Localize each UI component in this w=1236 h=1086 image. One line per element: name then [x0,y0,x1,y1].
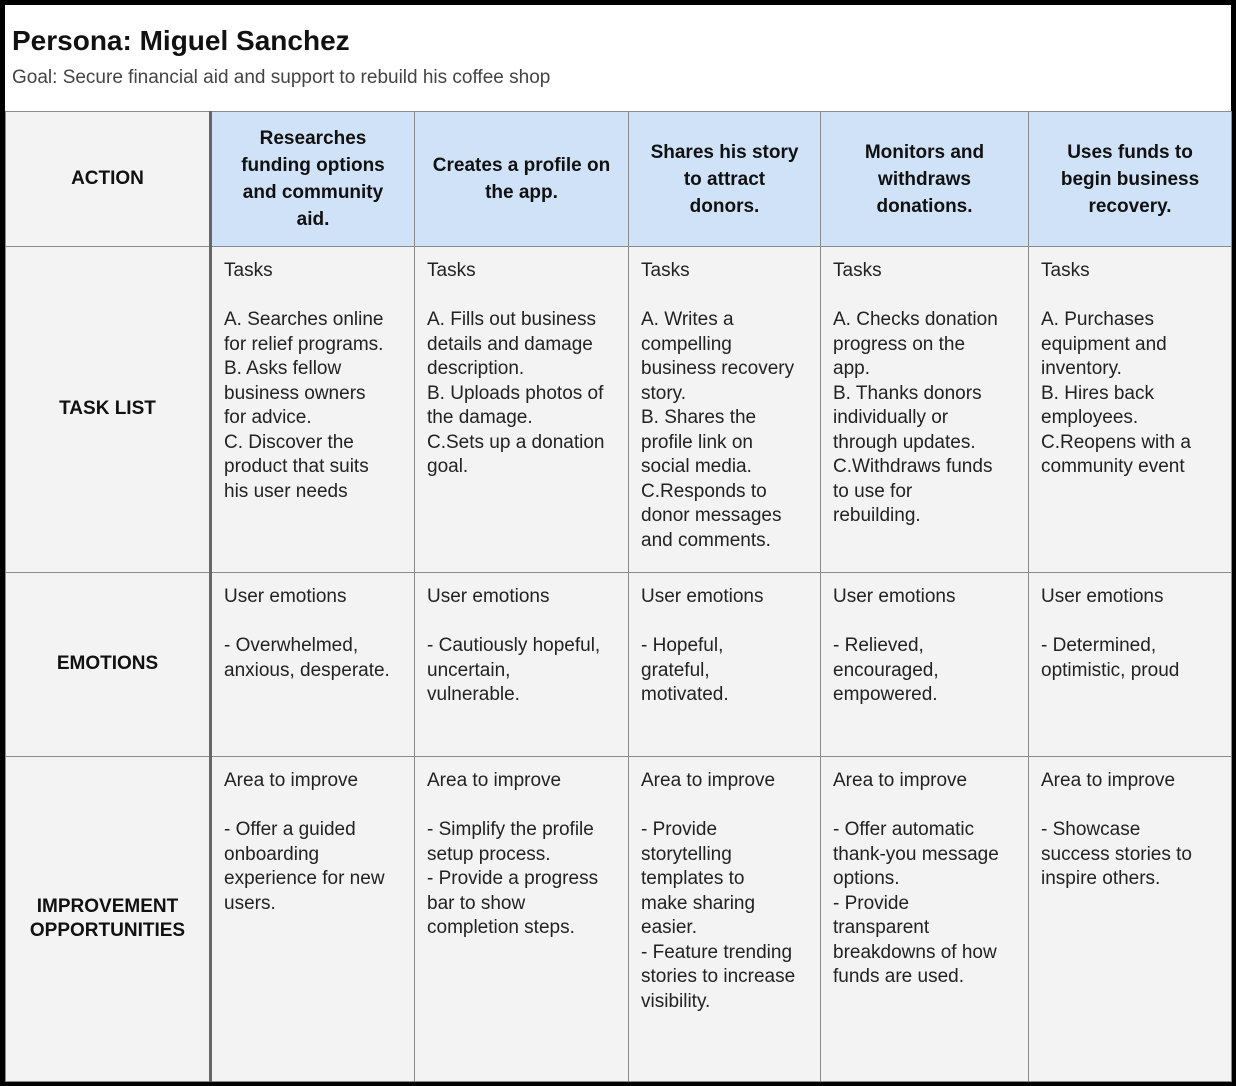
stage-header: Shares his story to attract donors. [629,112,821,247]
cell-text: A. Purchases equipment and inventory. B. Hires back employees. C.Reopens with a community event [1041,309,1191,477]
task-list-cell [629,247,821,573]
cell-heading: Area to improve [641,770,776,791]
cell-text: - Hopeful, grateful, motivated. [641,635,729,705]
improvement-cell [821,757,1029,1082]
journey-map [5,5,1231,1081]
improvement-cell [211,757,415,1082]
cell-text: A. Searches online for relief programs. B. Asks fellow business owners for advice. C. Discover the product that suits his user needs [224,309,384,502]
cell-heading: Tasks [1041,260,1090,281]
cell-heading: Area to improve [427,770,562,791]
cell-text: A. Fills out business details and damage description. B. Uploads photos of the damage. C.Sets up a donation goal. [427,309,605,477]
task-list-cell [1029,247,1232,573]
row-label-emotions: EMOTIONS [6,573,211,757]
cell-heading: Tasks [641,260,690,281]
cell-heading: Area to improve [224,770,359,791]
row-label-improvement: IMPROVEMENT OPPORTUNITIES [6,757,211,1082]
cell-heading: Area to improve [833,770,968,791]
cell-heading: Tasks [224,260,273,281]
cell-text: - Relieved, encouraged, empowered. [833,635,939,705]
cell-text: - Simplify the profile setup process. - Provide a progress bar to show completion steps. [427,819,599,938]
cell-text: A. Writes a compelling business recovery story. B. Shares the profile link on social media. C.Responds to donor messages and comments. [641,309,795,551]
task-list-cell [211,247,415,573]
row-improvement [6,757,1232,1082]
row-task-list [6,247,1232,573]
cell-heading: Tasks [427,260,476,281]
cell-text: - Showcase success stories to inspire others. [1041,819,1192,889]
row-emotions [6,573,1232,757]
task-list-cell [415,247,629,573]
row-action [6,112,1232,247]
emotions-cell [1029,573,1232,757]
row-label-task-list: TASK LIST [6,247,211,573]
cell-heading: Area to improve [1041,770,1176,791]
emotions-cell [211,573,415,757]
cell-text: - Provide storytelling templates to make sharing easier. - Feature trending stories to increase visibility. [641,819,796,1012]
improvement-cell [1029,757,1232,1082]
emotions-cell [629,573,821,757]
cell-text: - Offer automatic thank-you message options. - Provide transparent breakdowns of how funds are used. [833,819,999,987]
improvement-cell [415,757,629,1082]
stage-header: Creates a profile on the app. [415,112,629,247]
emotions-cell [821,573,1029,757]
stage-header: Monitors and withdraws donations. [821,112,1029,247]
cell-text: - Offer a guided onboarding experience for new users. [224,819,385,914]
cell-heading: User emotions [224,586,347,607]
cell-heading: User emotions [833,586,956,607]
persona-goal: Goal: Secure financial aid and support to rebuild his coffee shop [12,67,551,88]
cell-heading: User emotions [427,586,550,607]
journey-table [5,111,1232,1082]
row-label-action: ACTION [6,112,211,247]
task-list-cell [821,247,1029,573]
cell-text: - Determined, optimistic, proud [1041,635,1180,681]
stage-header: Researches funding options and community aid. [211,112,415,247]
cell-heading: Tasks [833,260,882,281]
cell-heading: User emotions [1041,586,1164,607]
stage-header: Uses funds to begin business recovery. [1029,112,1232,247]
cell-text: - Overwhelmed, anxious, desperate. [224,635,390,681]
cell-text: A. Checks donation progress on the app. B. Thanks donors individually or through updates. C.Withdraws funds to use for rebuilding. [833,309,998,526]
cell-text: - Cautiously hopeful, uncertain, vulnerable. [427,635,601,705]
cell-heading: User emotions [641,586,764,607]
page-title: Persona: Miguel Sanchez [12,25,350,56]
improvement-cell [629,757,821,1082]
emotions-cell [415,573,629,757]
